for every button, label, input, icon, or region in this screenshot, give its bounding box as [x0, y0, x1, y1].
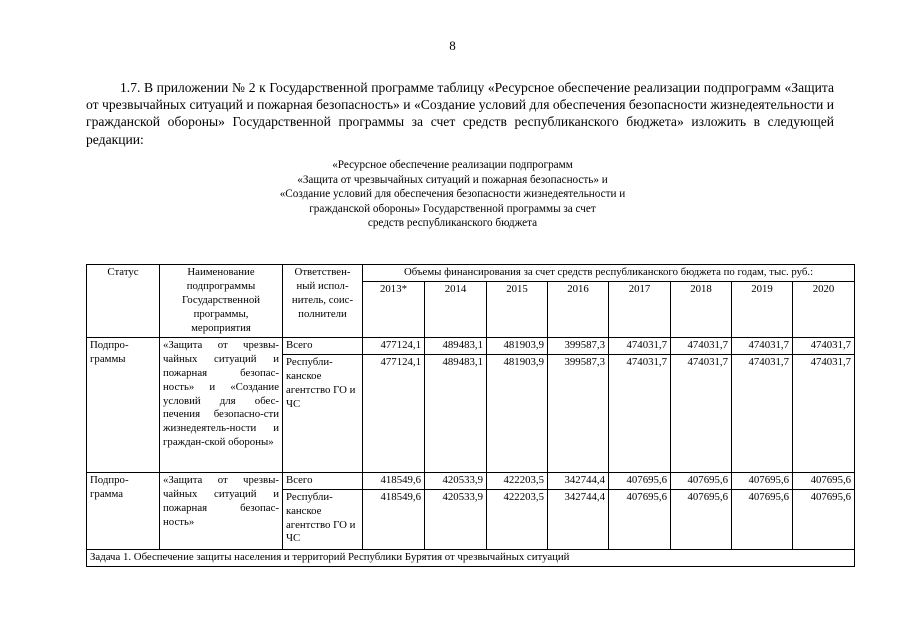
value-cell: 418549,6 — [363, 472, 425, 489]
responsible-cell: Республи-канское агентство ГО и ЧС — [283, 354, 363, 472]
value-cell: 474031,7 — [732, 354, 793, 472]
year-header: 2018 — [671, 281, 732, 337]
value-cell: 474031,7 — [671, 354, 732, 472]
value-cell: 407695,6 — [609, 489, 671, 549]
year-header: 2014 — [425, 281, 487, 337]
value-cell: 422203,5 — [487, 472, 548, 489]
value-cell: 489483,1 — [425, 354, 487, 472]
year-header: 2017 — [609, 281, 671, 337]
year-header: 2019 — [732, 281, 793, 337]
value-cell: 399587,3 — [548, 354, 609, 472]
header-responsible: Ответствен-ный испол-нитель, соис-полнители — [283, 265, 363, 338]
value-cell: 474031,7 — [793, 337, 855, 354]
value-cell: 342744,4 — [548, 472, 609, 489]
year-header: 2013* — [363, 281, 425, 337]
value-cell: 399587,3 — [548, 337, 609, 354]
caption-line: гражданской обороны» Государственной программы за счет — [309, 202, 596, 215]
amendment-paragraph: 1.7. В приложении № 2 к Государственной программе таблицу «Ресурсное обеспечение реализации подпрограмм «Защита от чрезвычайных ситуаций и пожарная безопасность» и «Создание условий для обеспечения безопасности жизнедеятельности и гражданской обороны» Государственной программы за счет средств республиканского бюджета» изложить в следующей редакции: — [86, 80, 834, 147]
funding-table — [86, 264, 855, 567]
status-cell: Подпро-грамма — [87, 472, 160, 549]
caption-line: «Защита от чрезвычайных ситуаций и пожарная безопасность» и — [297, 173, 608, 186]
value-cell: 474031,7 — [609, 354, 671, 472]
value-cell: 420533,9 — [425, 472, 487, 489]
caption-line: средств республиканского бюджета — [367, 217, 538, 230]
value-cell: 481903,9 — [487, 337, 548, 354]
subprogram-name-cell: «Защита от чрезвы-чайных ситуаций и пожарная безопас-ность» и «Создание условий для обес-печения безопасно-сти жизнедеятель-ности и граждан-ской обороны» — [160, 337, 283, 472]
value-cell: 477124,1 — [363, 354, 425, 472]
task-cell: Задача 1. Обеспечение защиты населения и территорий Республики Бурятия от чрезвычайных ситуаций — [87, 549, 855, 566]
year-header: 2015 — [487, 281, 548, 337]
value-cell: 407695,6 — [671, 489, 732, 549]
table-row — [87, 337, 855, 354]
value-cell: 474031,7 — [671, 337, 732, 354]
value-cell: 477124,1 — [363, 337, 425, 354]
value-cell: 407695,6 — [793, 489, 855, 549]
value-cell: 407695,6 — [609, 472, 671, 489]
header-status: Статус — [87, 265, 160, 338]
value-cell: 418549,6 — [363, 489, 425, 549]
header-row — [87, 265, 855, 282]
responsible-cell: Республи-канское агентство ГО и ЧС — [283, 489, 363, 549]
header-name: Наименование подпрограммы Государственной программы, мероприятия — [160, 265, 283, 338]
header-volumes: Объемы финансирования за счет средств республиканского бюджета по годам, тыс. руб.: — [363, 265, 855, 282]
status-cell: Подпро-граммы — [87, 337, 160, 472]
table-row — [87, 472, 855, 489]
responsible-cell: Всего — [283, 337, 363, 354]
value-cell: 489483,1 — [425, 337, 487, 354]
value-cell: 407695,6 — [732, 472, 793, 489]
value-cell: 474031,7 — [732, 337, 793, 354]
responsible-cell: Всего — [283, 472, 363, 489]
year-header: 2016 — [548, 281, 609, 337]
value-cell: 481903,9 — [487, 354, 548, 472]
caption-line: «Ресурсное обеспечение реализации подпрограмм — [332, 159, 573, 171]
page-number: 8 — [449, 38, 456, 53]
value-cell: 474031,7 — [793, 354, 855, 472]
value-cell: 342744,4 — [548, 489, 609, 549]
subprogram-name-cell: «Защита от чрезвы-чайных ситуаций и пожарная безопас-ность» — [160, 472, 283, 549]
value-cell: 420533,9 — [425, 489, 487, 549]
table-caption — [0, 158, 905, 231]
value-cell: 407695,6 — [671, 472, 732, 489]
value-cell: 407695,6 — [732, 489, 793, 549]
value-cell: 407695,6 — [793, 472, 855, 489]
value-cell: 474031,7 — [609, 337, 671, 354]
task-row — [87, 549, 855, 566]
caption-line: «Создание условий для обеспечения безопасности жизнедеятельности и — [279, 188, 626, 201]
year-header: 2020 — [793, 281, 855, 337]
value-cell: 422203,5 — [487, 489, 548, 549]
